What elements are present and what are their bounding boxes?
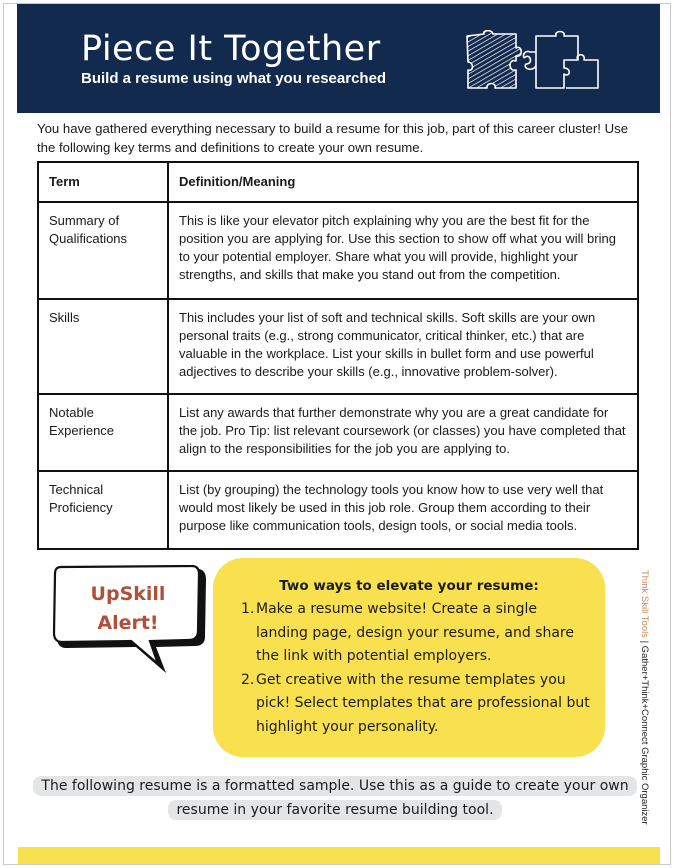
- tips-item: [241, 669, 591, 740]
- upskill-alert-label: [58, 580, 198, 638]
- term-cell: Skills: [38, 299, 168, 394]
- definition-cell: This includes your list of soft and technical skills. Soft skills are your own personal traits (e.g., strong communicator, critical thinker, etc.) that are valuable in the workplace. List your skills in bullet form and use powerful adjectives to describe your skills (e.g., innovative problem-solver).: [168, 299, 638, 394]
- definition-cell: List any awards that further demonstrate why you are a great candidate for the job. Pro Tip: list relevant coursework (or classes) you have completed that align to the responsibilities for the job you are applying to.: [168, 394, 638, 471]
- table-row: [38, 394, 638, 471]
- term-cell: Notable Experience: [38, 394, 168, 471]
- table-header-row: [38, 162, 638, 202]
- page-header: [17, 4, 660, 113]
- upskill-alert-line2: Alert!: [97, 612, 159, 634]
- tips-item-number: 1.: [241, 601, 255, 617]
- page-title: Piece It Together: [81, 29, 381, 69]
- sample-note-line2: resume in your favorite resume building tool.: [168, 800, 501, 820]
- column-header-definition: Definition/Meaning: [168, 162, 638, 202]
- key-terms-table: [37, 161, 639, 550]
- tips-title: Two ways to elevate your resume:: [279, 578, 539, 594]
- side-label-rest: | Gather+Think+Connect Graphic Organizer: [639, 637, 650, 825]
- table-row: [38, 299, 638, 394]
- upskill-alert-line1: UpSkill: [90, 583, 166, 605]
- tips-list: [241, 598, 591, 739]
- tips-item-text: Get creative with the resume templates you pick! Select templates that are professional but highlight your personality.: [256, 671, 590, 735]
- table-row: [38, 202, 638, 299]
- tips-item-number: 2.: [241, 671, 255, 688]
- tips-item: [241, 598, 591, 669]
- term-cell: Technical Proficiency: [38, 471, 168, 549]
- side-label-brand: Think Skill Tools: [639, 570, 650, 638]
- definition-cell: This is like your elevator pitch explaining why you are the best fit for the position you are applying for. Use this section to show off what you will bring to your potential employer. Share what you will provide, highlight your strengths, and skills that make you stand out from the competition.: [168, 202, 638, 299]
- intro-paragraph: You have gathered everything necessary to build a resume for this job, part of this career cluster! Use the following key terms and definitions to create your own resume.: [37, 121, 629, 155]
- tips-box: [213, 558, 605, 757]
- puzzle-pieces-icon: [464, 30, 602, 92]
- table-row: [38, 471, 638, 549]
- sample-note: [30, 774, 640, 822]
- column-header-term: Term: [38, 162, 168, 202]
- page-subtitle: Build a resume using what you researched: [81, 70, 387, 87]
- sample-note-line1: The following resume is a formatted sample. Use this as a guide to create your own: [33, 776, 636, 796]
- definition-cell: List (by grouping) the technology tools you know how to use very well that would most likely be used in this job role. Group them according to their purpose like communication tools, design tools, or social media tools.: [168, 471, 638, 549]
- footer-bar: [18, 847, 660, 864]
- term-cell: Summary of Qualifications: [38, 202, 168, 299]
- tips-item-text: Make a resume website! Create a single landing page, design your resume, and share the link with potential employers.: [256, 601, 574, 664]
